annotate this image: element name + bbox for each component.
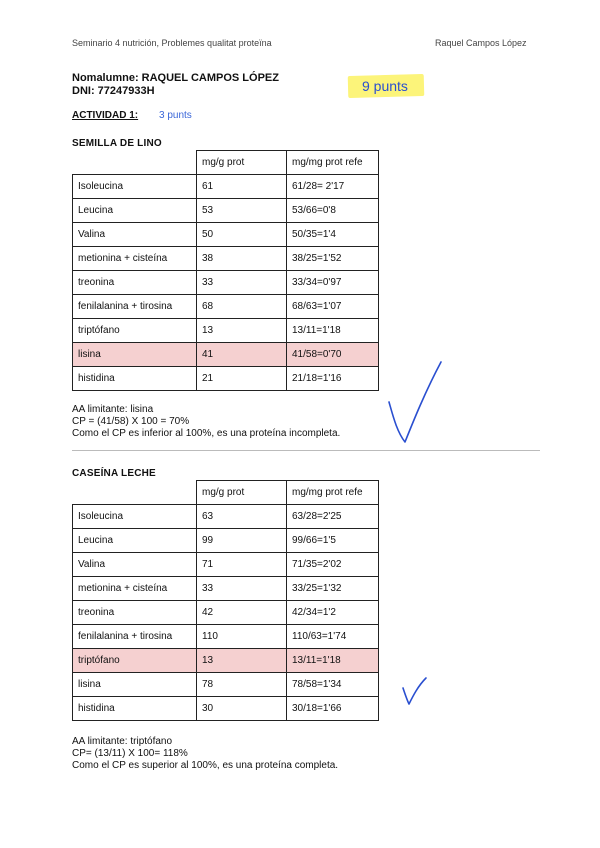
- note-line: CP = (41/58) X 100 = 70%: [72, 416, 190, 427]
- table-header-row: [73, 151, 379, 175]
- ratio-cell: 42/34=1'2: [287, 601, 379, 625]
- value-cell: 63: [197, 505, 287, 529]
- check-mark-icon: [385, 358, 445, 450]
- note-line: CP= (13/11) X 100= 118%: [72, 748, 188, 759]
- amino-acid-cell: treonina: [73, 601, 197, 625]
- section2-notes: [72, 736, 338, 772]
- section-divider: [72, 450, 540, 451]
- table-row: [73, 625, 379, 649]
- activity-points: 3 punts: [159, 110, 192, 121]
- table-row: [73, 175, 379, 199]
- table-row: [73, 529, 379, 553]
- note-line: AA limitante: triptófano: [72, 736, 173, 747]
- ratio-cell: 78/58=1'34: [287, 673, 379, 697]
- amino-acid-cell: metionina + cisteína: [73, 247, 197, 271]
- table-row: [73, 247, 379, 271]
- value-cell: 38: [197, 247, 287, 271]
- amino-acid-cell: Leucina: [73, 529, 197, 553]
- column-header: mg/mg prot refe: [287, 151, 379, 175]
- amino-acid-cell: Valina: [73, 553, 197, 577]
- student-dni: DNI: 77247933H: [72, 85, 155, 97]
- ratio-cell: 61/28= 2'17: [287, 175, 379, 199]
- value-cell: 33: [197, 577, 287, 601]
- value-cell: 71: [197, 553, 287, 577]
- amino-acid-cell: histidina: [73, 697, 197, 721]
- table-row: [73, 673, 379, 697]
- table-header-row: [73, 481, 379, 505]
- value-cell: 78: [197, 673, 287, 697]
- table-row: [73, 697, 379, 721]
- limiting-row: [73, 649, 379, 673]
- column-header: mg/mg prot refe: [287, 481, 379, 505]
- amino-acid-cell: lisina: [73, 673, 197, 697]
- amino-acid-cell: treonina: [73, 271, 197, 295]
- value-cell: 53: [197, 199, 287, 223]
- ratio-cell: 38/25=1'52: [287, 247, 379, 271]
- table-row: [73, 505, 379, 529]
- amino-acid-cell: Isoleucina: [73, 175, 197, 199]
- note-line: AA limitante: lisina: [72, 404, 154, 415]
- value-cell: 110: [197, 625, 287, 649]
- value-cell: 21: [197, 367, 287, 391]
- limiting-row: [73, 343, 379, 367]
- section2-table: [72, 480, 379, 721]
- table-row: [73, 577, 379, 601]
- activity-title: ACTIVIDAD 1:: [72, 110, 139, 121]
- value-cell: 50: [197, 223, 287, 247]
- value-cell: 13: [197, 319, 287, 343]
- table-row: [73, 367, 379, 391]
- score-annotation: 9 punts: [362, 78, 408, 94]
- ratio-cell: 13/11=1'18: [287, 649, 379, 673]
- table-row: [73, 295, 379, 319]
- amino-acid-cell: fenilalanina + tirosina: [73, 625, 197, 649]
- ratio-cell: 41/58=0'70: [287, 343, 379, 367]
- ratio-cell: 53/66=0'8: [287, 199, 379, 223]
- student-name: Nomalumne: RAQUEL CAMPOS LÓPEZ: [72, 72, 279, 84]
- amino-acid-cell: Leucina: [73, 199, 197, 223]
- ratio-cell: 33/34=0'97: [287, 271, 379, 295]
- value-cell: 33: [197, 271, 287, 295]
- value-cell: 42: [197, 601, 287, 625]
- amino-acid-cell: lisina: [73, 343, 197, 367]
- value-cell: 30: [197, 697, 287, 721]
- amino-acid-cell: triptófano: [73, 319, 197, 343]
- table-row: [73, 319, 379, 343]
- amino-acid-cell: triptófano: [73, 649, 197, 673]
- ratio-cell: 68/63=1'07: [287, 295, 379, 319]
- table-row: [73, 223, 379, 247]
- section1-notes: [72, 404, 340, 440]
- ratio-cell: 99/66=1'5: [287, 529, 379, 553]
- table-row: [73, 199, 379, 223]
- section1-title: SEMILLA DE LINO: [72, 138, 162, 149]
- value-cell: 99: [197, 529, 287, 553]
- value-cell: 68: [197, 295, 287, 319]
- column-header: mg/g prot: [197, 481, 287, 505]
- ratio-cell: 13/11=1'18: [287, 319, 379, 343]
- ratio-cell: 63/28=2'25: [287, 505, 379, 529]
- table-row: [73, 601, 379, 625]
- header-left: Seminario 4 nutrición, Problemes qualitat proteïna: [72, 38, 272, 48]
- section2-title: CASEÍNA LECHE: [72, 468, 156, 479]
- value-cell: 13: [197, 649, 287, 673]
- value-cell: 41: [197, 343, 287, 367]
- ratio-cell: 30/18=1'66: [287, 697, 379, 721]
- section1-table: [72, 150, 379, 391]
- amino-acid-cell: Valina: [73, 223, 197, 247]
- header-right: Raquel Campos López: [435, 38, 527, 48]
- amino-acid-cell: fenilalanina + tirosina: [73, 295, 197, 319]
- ratio-cell: 21/18=1'16: [287, 367, 379, 391]
- note-line: Como el CP es superior al 100%, es una proteína completa.: [72, 760, 339, 771]
- amino-acid-cell: Isoleucina: [73, 505, 197, 529]
- table-row: [73, 553, 379, 577]
- student-info: [72, 72, 279, 98]
- ratio-cell: 71/35=2'02: [287, 553, 379, 577]
- amino-acid-cell: metionina + cisteína: [73, 577, 197, 601]
- column-header: mg/g prot: [197, 151, 287, 175]
- ratio-cell: 110/63=1'74: [287, 625, 379, 649]
- table-row: [73, 271, 379, 295]
- amino-acid-cell: histidina: [73, 367, 197, 391]
- check-mark-icon: [400, 676, 430, 708]
- value-cell: 61: [197, 175, 287, 199]
- ratio-cell: 33/25=1'32: [287, 577, 379, 601]
- note-line: Como el CP es inferior al 100%, es una proteína incompleta.: [72, 428, 341, 439]
- ratio-cell: 50/35=1'4: [287, 223, 379, 247]
